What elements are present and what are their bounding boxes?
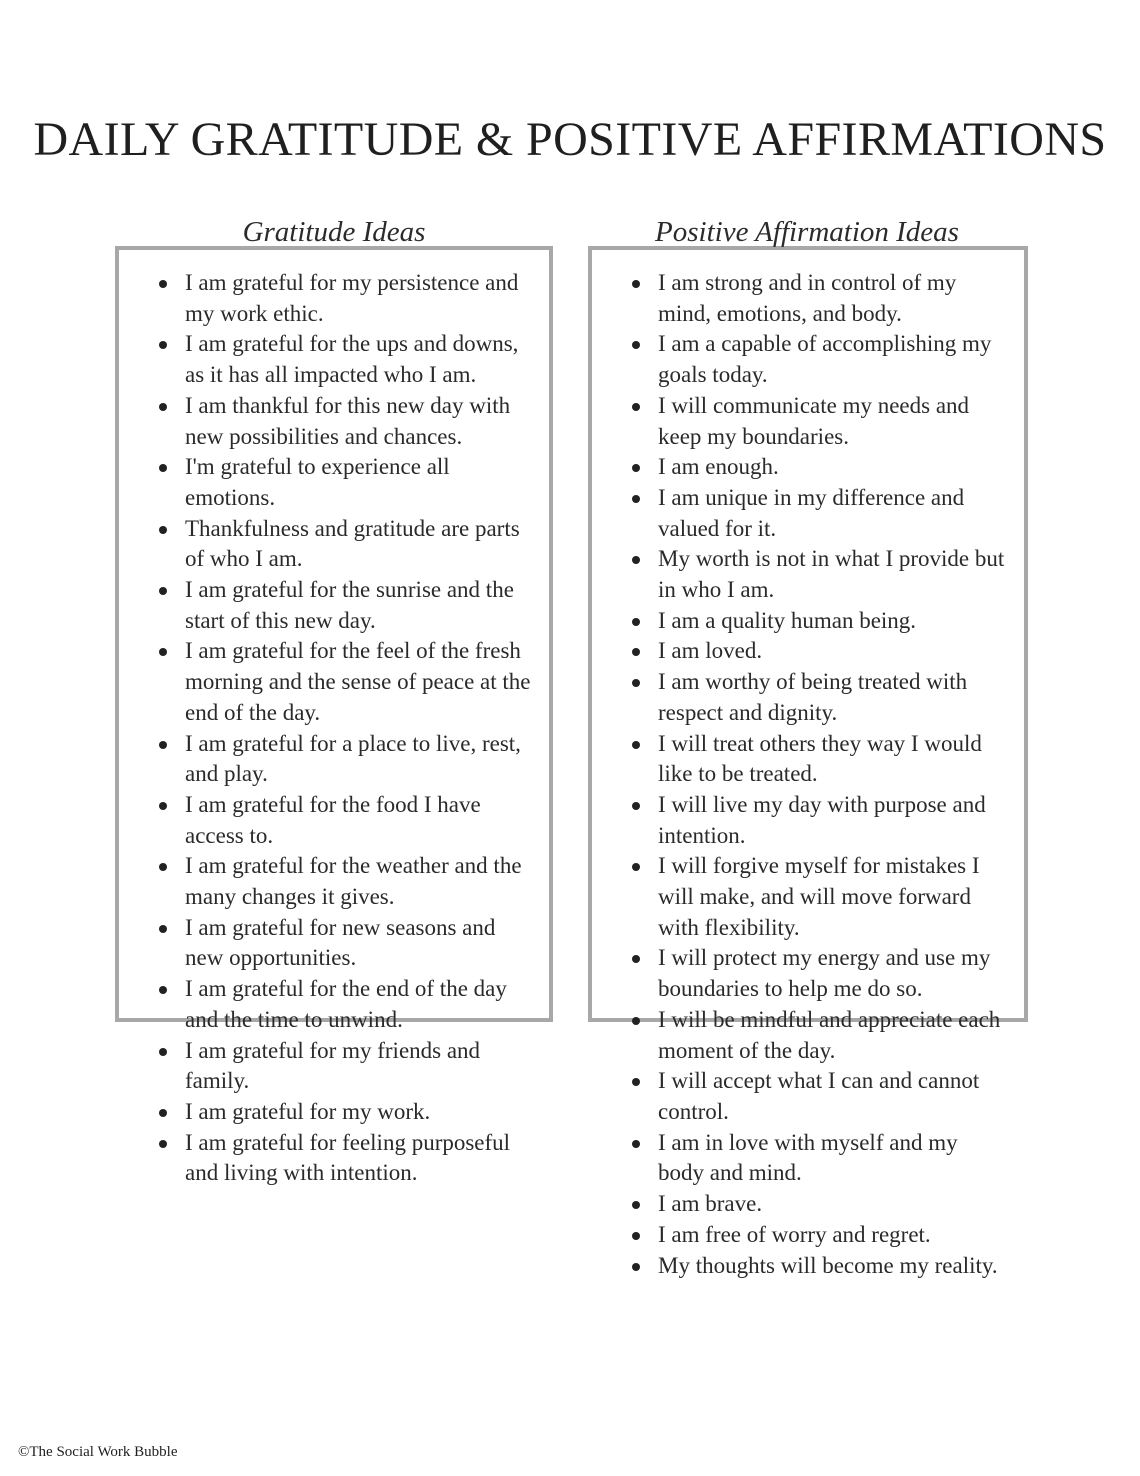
affirmations-list: [622, 268, 1008, 1281]
list-item: I am loved.: [622, 636, 1008, 667]
list-item: I will protect my energy and use my boundaries to help me do so.: [622, 943, 1008, 1004]
list-item: I am grateful for the ups and downs, as it has all impacted who I am.: [149, 329, 533, 390]
list-item: I am thankful for this new day with new possibilities and chances.: [149, 391, 533, 452]
list-item: I am worthy of being treated with respect and dignity.: [622, 667, 1008, 728]
list-item: I am grateful for the end of the day and the time to unwind.: [149, 974, 533, 1035]
list-item: I will live my day with purpose and intention.: [622, 790, 1008, 851]
list-item: Thankfulness and gratitude are parts of who I am.: [149, 514, 533, 575]
list-item: I am grateful for my work.: [149, 1097, 533, 1128]
gratitude-panel: [115, 246, 553, 1186]
list-item: I am enough.: [622, 452, 1008, 483]
list-item: I am in love with myself and my body and mind.: [622, 1128, 1008, 1189]
list-item: I'm grateful to experience all emotions.: [149, 452, 533, 513]
copyright-footer: ©The Social Work Bubble: [18, 1444, 178, 1460]
list-item: My worth is not in what I provide but in who I am.: [622, 544, 1008, 605]
list-item: I am unique in my difference and valued for it.: [622, 483, 1008, 544]
list-item: I am grateful for the weather and the many changes it gives.: [149, 851, 533, 912]
affirmations-heading: Positive Affirmation Ideas: [655, 216, 959, 248]
list-item: I am grateful for feeling purposeful and living with intention.: [149, 1128, 533, 1189]
list-item: I am grateful for the feel of the fresh morning and the sense of peace at the end of the day.: [149, 636, 533, 728]
list-item: I am a capable of accomplishing my goals today.: [622, 329, 1008, 390]
list-item: I am strong and in control of my mind, emotions, and body.: [622, 268, 1008, 329]
list-item: I will accept what I can and cannot control.: [622, 1066, 1008, 1127]
list-item: I am grateful for the sunrise and the start of this new day.: [149, 575, 533, 636]
list-item: I am grateful for a place to live, rest, and play.: [149, 729, 533, 790]
list-item: I am grateful for new seasons and new opportunities.: [149, 913, 533, 974]
gratitude-column: [115, 214, 553, 1186]
affirmations-panel: [588, 246, 1028, 1278]
affirmations-column: [588, 214, 1026, 1278]
gratitude-list: [149, 268, 533, 1189]
list-item: I am grateful for my persistence and my work ethic.: [149, 268, 533, 329]
list-item: I will communicate my needs and keep my boundaries.: [622, 391, 1008, 452]
list-item: I am free of worry and regret.: [622, 1220, 1008, 1251]
page-title: DAILY GRATITUDE & POSITIVE AFFIRMATIONS: [33, 113, 1107, 166]
list-item: I am a quality human being.: [622, 606, 1008, 637]
list-item: I will be mindful and appreciate each moment of the day.: [622, 1005, 1008, 1066]
list-item: I am grateful for the food I have access to.: [149, 790, 533, 851]
list-item: I am grateful for my friends and family.: [149, 1036, 533, 1097]
list-item: I will forgive myself for mistakes I will make, and will move forward with flexibility.: [622, 851, 1008, 943]
list-item: I will treat others they way I would like to be treated.: [622, 729, 1008, 790]
list-item: My thoughts will become my reality.: [622, 1251, 1008, 1282]
gratitude-heading: Gratitude Ideas: [242, 216, 426, 248]
list-item: I am brave.: [622, 1189, 1008, 1220]
